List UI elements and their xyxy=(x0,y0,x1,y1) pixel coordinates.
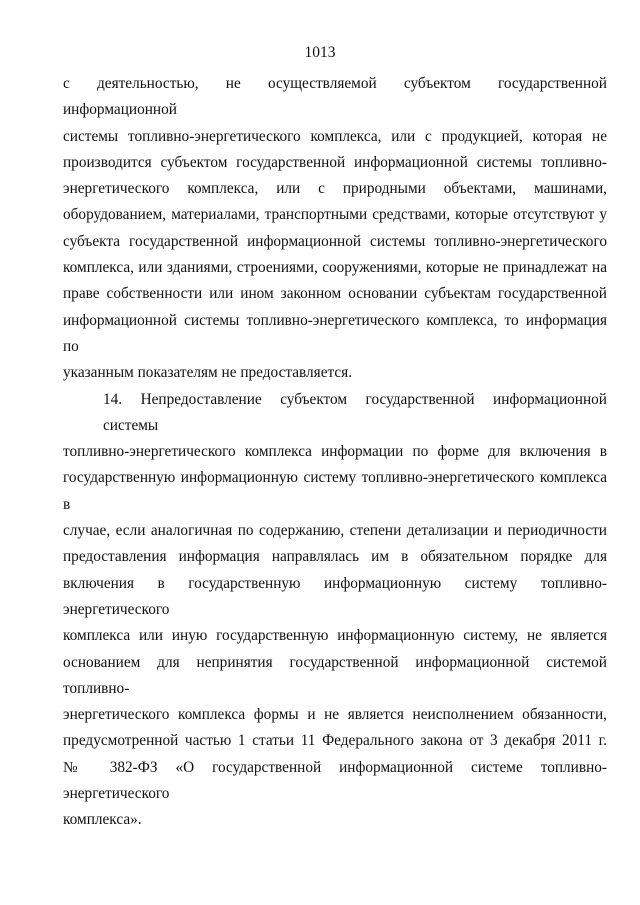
text-line: энергетического комплекса, или с природными объектами, машинами, xyxy=(63,180,607,198)
text-line: с деятельностью, не осуществляемой субъектом государственной информационной xyxy=(63,75,607,119)
text-line: комплекса». xyxy=(63,811,142,829)
text-line: комплекса, или зданиями, строениями, сооружениями, которые не принадлежат на xyxy=(63,259,607,277)
text-line: производится субъектом государственной информационной системы топливно- xyxy=(63,153,607,171)
text-line: основанием для непринятия государственной информационной системой топливно- xyxy=(63,653,607,697)
text-line: включения в государственную информационную систему топливно-энергетического xyxy=(63,574,607,618)
document-body xyxy=(63,71,607,834)
text-line: 14. Непредоставление субъектом государственной информационной системы xyxy=(103,390,607,434)
text-line: № 382-ФЗ «О государственной информационной системе топливно-энергетического xyxy=(63,758,607,803)
paragraph-continuation xyxy=(63,71,607,387)
text-line: случае, если аналогичная по содержанию, степени детализации и периодичности xyxy=(63,522,607,540)
text-line: комплекса или иную государственную информационную систему, не является xyxy=(63,627,607,645)
text-line: государственную информационную систему топливно-энергетического комплекса в xyxy=(63,469,607,513)
text-line: предусмотренной частью 1 статьи 11 Федерального закона от 3 декабря 2011 г. xyxy=(63,732,607,750)
text-line: топливно-энергетического комплекса информации по форме для включения в xyxy=(63,443,607,461)
text-line: предоставления информация направлялась им в обязательном порядке для xyxy=(63,548,607,566)
text-line: системы топливно-энергетического комплекса, или с продукцией, которая не xyxy=(63,127,607,145)
text-line: оборудованием, материалами, транспортными средствами, которые отсутствуют у xyxy=(63,206,607,224)
page-number: 1013 xyxy=(304,44,336,61)
text-line: субъекта государственной информационной системы топливно-энергетического xyxy=(63,232,607,250)
text-line: указанным показателям не предоставляется. xyxy=(63,364,353,382)
text-line: информационной системы топливно-энергетического комплекса, то информация по xyxy=(63,311,607,355)
text-line: праве собственности или ином законном основании субъектам государственной xyxy=(63,285,607,303)
paragraph-14 xyxy=(63,387,607,834)
text-line: энергетического комплекса формы и не является неисполнением обязанности, xyxy=(63,706,607,724)
